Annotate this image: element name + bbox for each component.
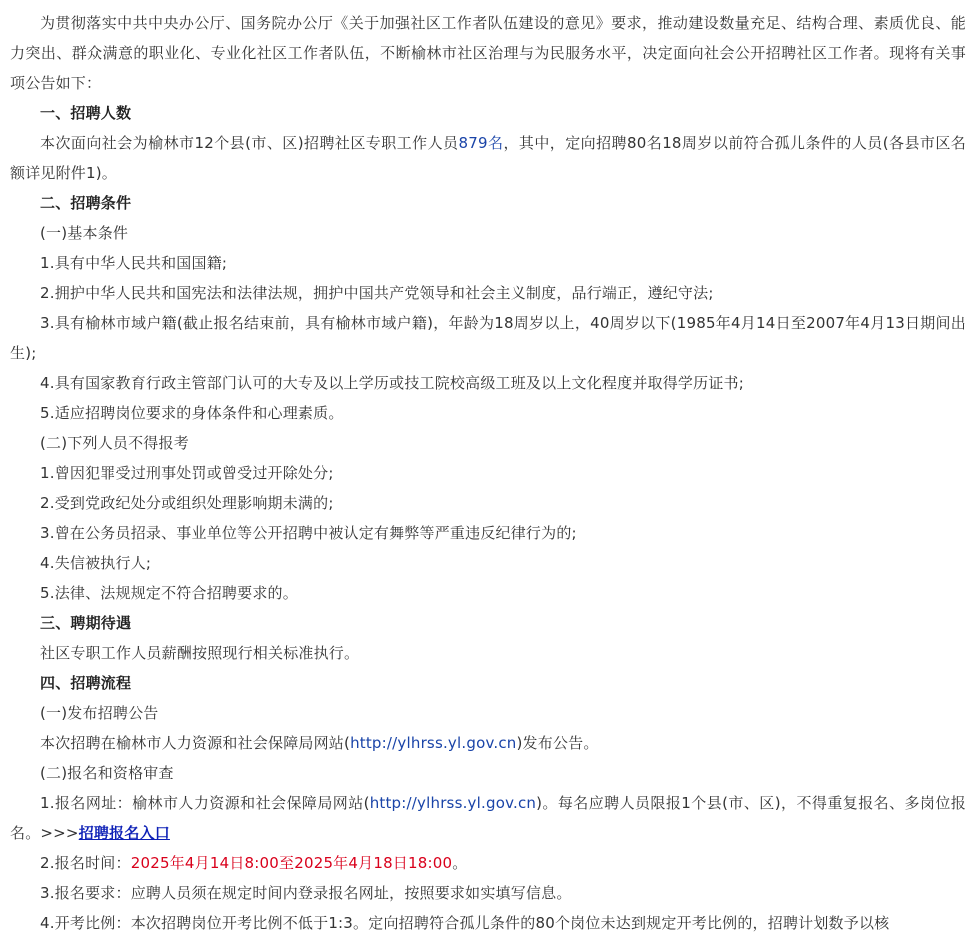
registration-site-url: http://ylhrss.yl.gov.cn (369, 794, 537, 812)
recruit-count-number: 879名 (458, 134, 504, 152)
registration-time-end: 。 (452, 854, 468, 872)
publish-text-before: 本次招聘在榆林市人力资源和社会保障局网站( (40, 734, 351, 752)
list-item: 2.受到党政纪处分或组织处理影响期未满的; (40, 494, 334, 512)
registration-site-item (10, 788, 966, 848)
registration-requirement-item: 3.报名要求：应聘人员须在规定时间内登录报名网址，按照要求如实填写信息。 (40, 884, 572, 902)
section-heading-process: 四、招聘流程 (40, 674, 132, 692)
publish-notice-paragraph (10, 728, 966, 758)
list-item: 4.具有国家教育行政主管部门认可的大专及以上学历或技工院校高级工班及以上文化程度并取得学历证书; (40, 374, 744, 392)
list-item: 2.拥护中华人民共和国宪法和法律法规，拥护中国共产党领导和社会主义制度，品行端正，遵纪守法; (40, 284, 714, 302)
list-item: 1.曾因犯罪受过刑事处罚或曾受过开除处分; (40, 464, 334, 482)
exam-ratio-item: 4.开考比例：本次招聘岗位开考比例不低于1:3。定向招聘符合孤儿条件的80个岗位未达到规定开考比例的，招聘计划数予以核 (40, 914, 890, 932)
list-item: 1.具有中华人民共和国国籍; (40, 254, 228, 272)
announcement-body (10, 8, 966, 938)
registration-site-text-before: 1.报名网址：榆林市人力资源和社会保障局网站( (40, 794, 370, 812)
registration-site-text-after: )。每名应聘人员限报1个县(市、区)，不得重复报名、多岗位报名。>>> (10, 794, 966, 842)
subheading-registration: (二)报名和资格审查 (40, 764, 174, 782)
list-item: 3.曾在公务员招录、事业单位等公开招聘中被认定有舞弊等严重违反纪律行为的; (40, 524, 577, 542)
section-heading-conditions: 二、招聘条件 (40, 194, 132, 212)
recruit-count-paragraph (10, 128, 966, 188)
registration-time-label: 2.报名时间： (40, 854, 131, 872)
site-url: http://ylhrss.yl.gov.cn (350, 734, 517, 752)
subheading-excluded: (二)下列人员不得报考 (40, 434, 189, 452)
recruit-count-text-before: 本次面向社会为榆林市12个县(市、区)招聘社区专职工作人员 (40, 134, 459, 152)
compensation-paragraph: 社区专职工作人员薪酬按照现行相关标准执行。 (40, 644, 360, 662)
subheading-publish-notice: (一)发布招聘公告 (40, 704, 159, 722)
registration-time-item (10, 848, 966, 878)
list-item: 5.法律、法规规定不符合招聘要求的。 (40, 584, 298, 602)
intro-paragraph: 为贯彻落实中共中央办公厅、国务院办公厅《关于加强社区工作者队伍建设的意见》要求，推动建设数量充足、结构合理、素质优良、能力突出、群众满意的职业化、专业化社区工作者队伍，不断榆林市社区治理与为民服务水平，决定面向社会公开招聘社区工作者。现将有关事项公告如下： (10, 14, 966, 92)
registration-time-value: 2025年4月14日8:00至2025年4月18日18:00 (130, 854, 453, 872)
list-item: 3.具有榆林市域户籍(截止报名结束前，具有榆林市域户籍)，年龄为18周岁以上，40周岁以下(1985年4月14日至2007年4月13日期间出生); (10, 314, 966, 362)
registration-entry-link[interactable]: 招聘报名入口 (78, 824, 170, 842)
recruit-count-text-after: ，其中，定向招聘80名18周岁以前符合孤儿条件的人员(各县市区名额详见附件1)。 (10, 134, 967, 182)
publish-text-after: )发布公告。 (516, 734, 599, 752)
section-heading-recruit-count: 一、招聘人数 (40, 104, 132, 122)
list-item: 5.适应招聘岗位要求的身体条件和心理素质。 (40, 404, 344, 422)
list-item: 4.失信被执行人; (40, 554, 152, 572)
subheading-basic-conditions: (一)基本条件 (40, 224, 129, 242)
section-heading-compensation: 三、聘期待遇 (40, 614, 132, 632)
